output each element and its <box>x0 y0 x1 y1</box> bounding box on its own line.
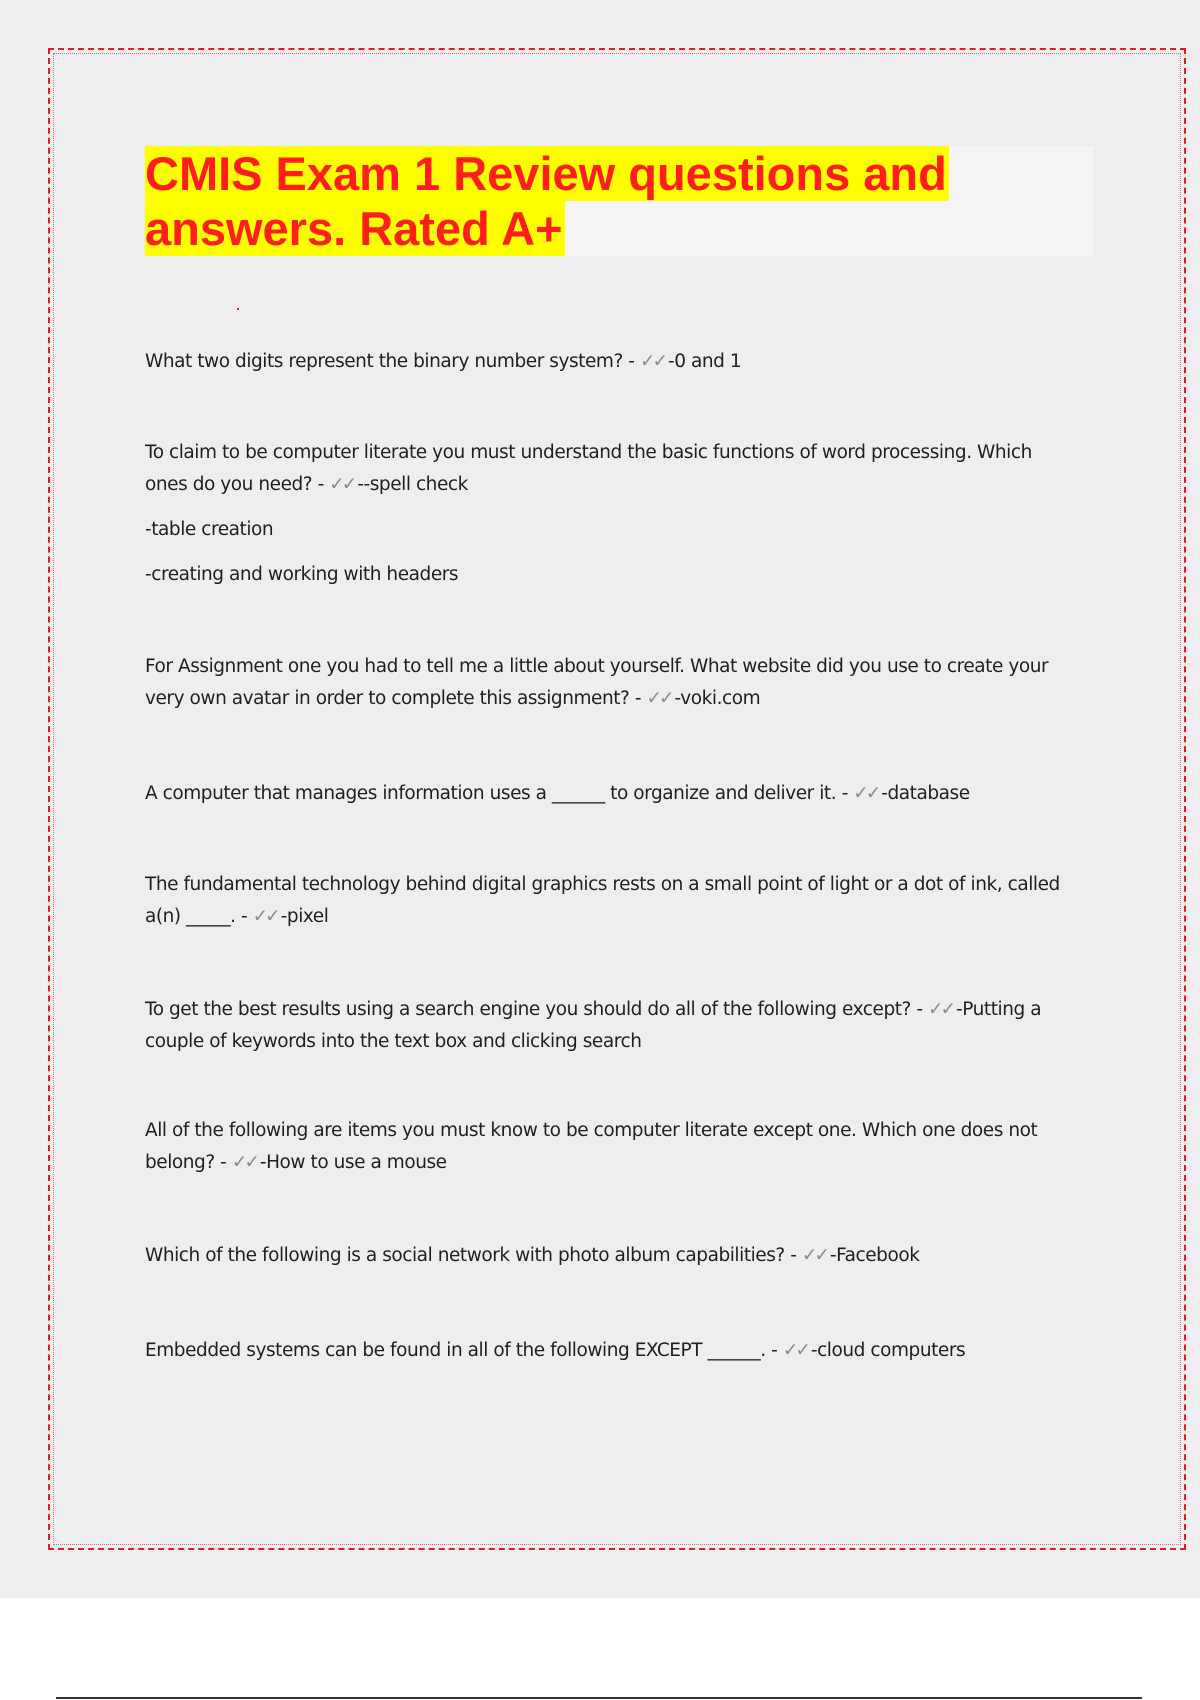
separator: - <box>836 783 854 804</box>
question-line <box>145 1335 1085 1367</box>
question-line <box>145 778 1085 810</box>
question-line <box>145 683 1085 715</box>
separator: - <box>629 688 647 709</box>
check-icon: ✓✓ <box>928 999 954 1020</box>
check-icon: ✓✓ <box>639 351 665 372</box>
qa-item-2 <box>145 437 1085 591</box>
qa-item-1 <box>145 346 1085 378</box>
separator: - <box>622 351 640 372</box>
answer-text: -pixel <box>280 906 329 927</box>
answer-text: -Putting a <box>956 999 1042 1020</box>
question-text: Embedded systems can be found in all of the following EXCEPT ______. <box>145 1340 766 1361</box>
question-line: All of the following are items you must know to be computer literate except one. Which one does not <box>145 1120 1038 1141</box>
qa-item-5 <box>145 869 1085 933</box>
check-icon: ✓✓ <box>231 1152 257 1173</box>
question-text: To get the best results using a search engine you should do all of the following except? <box>145 999 911 1020</box>
answer-text: -database <box>881 783 970 804</box>
qa-item-6 <box>145 994 1085 1058</box>
check-icon: ✓✓ <box>853 783 879 804</box>
qa-item-7 <box>145 1115 1085 1179</box>
question-line: The fundamental technology behind digital graphics rests on a small point of light or a dot of ink, called <box>145 874 1060 895</box>
check-icon: ✓✓ <box>329 474 355 495</box>
qa-item-4 <box>145 778 1085 810</box>
answer-text: -How to use a mouse <box>259 1152 447 1173</box>
question-text: a(n) _____. <box>145 906 236 927</box>
separator: - <box>312 474 330 495</box>
question-line <box>145 469 1085 501</box>
question-line: To claim to be computer literate you must understand the basic functions of word processing. Which <box>145 442 1032 463</box>
question-text: What two digits represent the binary number system? <box>145 351 623 372</box>
check-icon: ✓✓ <box>646 688 672 709</box>
document-title <box>145 146 1093 256</box>
answer-list-item: -creating and working with headers <box>145 564 459 585</box>
answer-continued: couple of keywords into the text box and clicking search <box>145 1031 642 1052</box>
title-line-1: CMIS Exam 1 Review questions and <box>145 147 947 200</box>
question-line <box>145 1240 1085 1272</box>
question-text: belong? <box>145 1152 215 1173</box>
qa-item-8 <box>145 1240 1085 1272</box>
check-icon: ✓✓ <box>252 906 278 927</box>
qa-item-9 <box>145 1335 1085 1367</box>
question-line <box>145 901 1085 933</box>
answer-list-item: -table creation <box>145 519 274 540</box>
question-line <box>145 346 1085 378</box>
check-icon: ✓✓ <box>782 1340 808 1361</box>
answer-text: --spell check <box>357 474 468 495</box>
question-line: For Assignment one you had to tell me a little about yourself. What website did you use to create your <box>145 656 1049 677</box>
separator: - <box>214 1152 232 1173</box>
footer-divider <box>56 1697 1142 1699</box>
separator: - <box>784 1245 802 1266</box>
question-text: A computer that manages information uses a ______ to organize and deliver it. <box>145 783 837 804</box>
separator: - <box>765 1340 783 1361</box>
title-line-2: answers. Rated A+ <box>145 202 563 255</box>
stray-dot <box>237 308 239 310</box>
question-text: ones do you need? <box>145 474 313 495</box>
separator: - <box>235 906 253 927</box>
answer-text: -Facebook <box>829 1245 920 1266</box>
check-icon: ✓✓ <box>801 1245 827 1266</box>
separator: - <box>910 999 929 1020</box>
qa-item-3 <box>145 651 1085 715</box>
answer-text: -0 and 1 <box>667 351 742 372</box>
question-line <box>145 994 1085 1026</box>
question-text: very own avatar in order to complete this assignment? <box>145 688 630 709</box>
answer-text: -cloud computers <box>810 1340 966 1361</box>
question-text: Which of the following is a social network with photo album capabilities? <box>145 1245 785 1266</box>
question-line <box>145 1147 1085 1179</box>
answer-text: -voki.com <box>674 688 761 709</box>
